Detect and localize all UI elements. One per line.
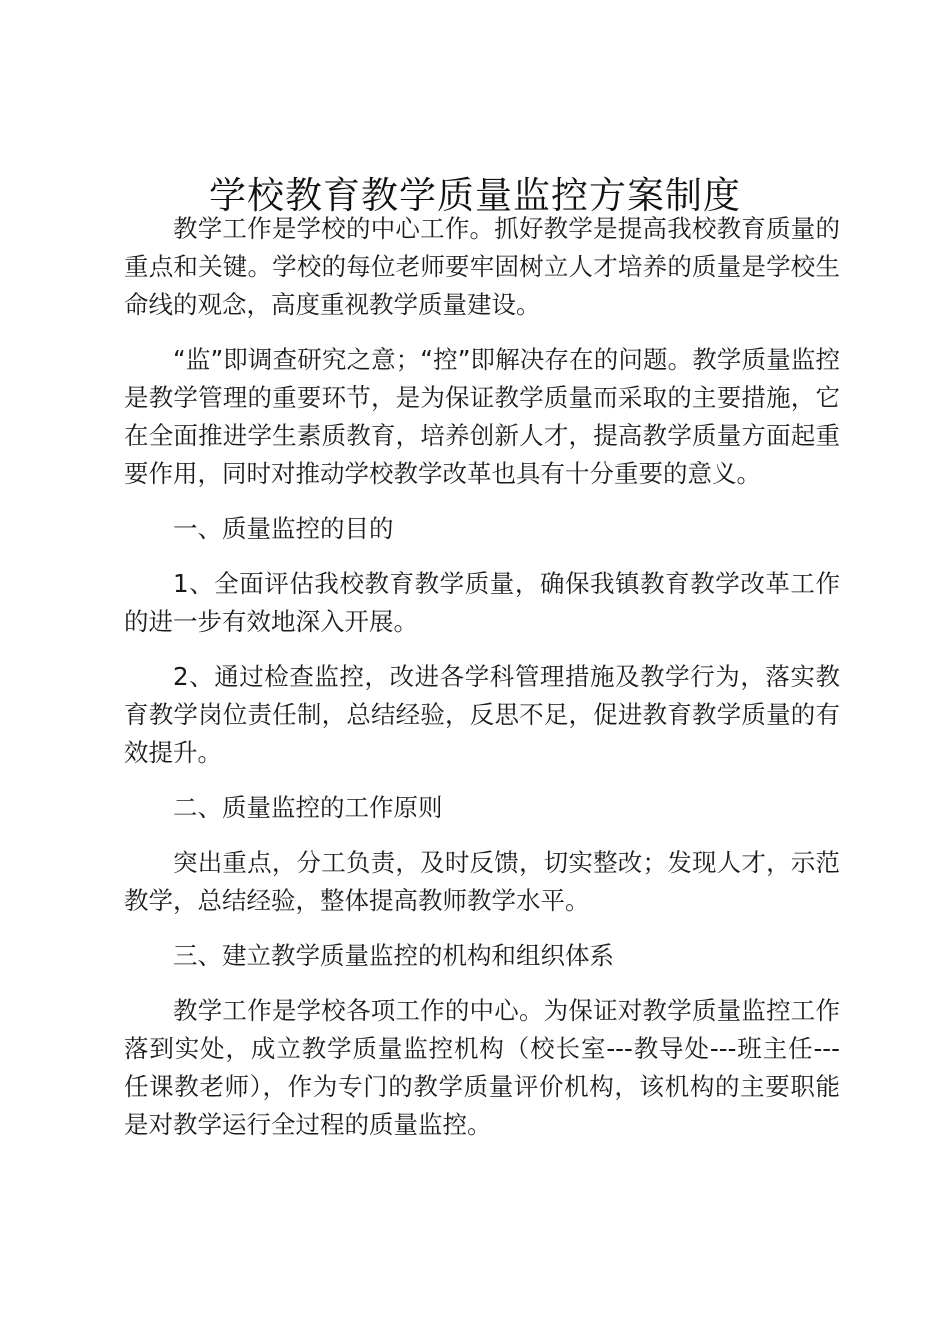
- section-heading-principles: 二、质量监控的工作原则: [173, 793, 443, 822]
- definition-paragraph: “监”即调查研究之意；“控”即解决存在的问题。教学质量监控是教学管理的重要环节，是为保证教学质量而采取的主要措施，它在全面推进学生素质教育，培养创新人才，提高教学质量方面起重要作用，同时对推动学校教学改革也具有十分重要的意义。: [124, 345, 840, 488]
- intro-paragraph: 教学工作是学校的中心工作。抓好教学是提高我校教育质量的重点和关键。学校的每位老师要牢固树立人才培养的质量是学校生命线的观念，高度重视教学质量建设。: [124, 214, 840, 319]
- purpose-item-2: 2、通过检查监控，改进各学科管理措施及教学行为，落实教育教学岗位责任制，总结经验，反思不足，促进教育教学质量的有效提升。: [124, 662, 840, 767]
- organization-paragraph: 教学工作是学校各项工作的中心。为保证对教学质量监控工作落到实处，成立教学质量监控机构（校长室---教导处---班主任---任课教老师），作为专门的教学质量评价机构，该机构的主要职能是对教学运行全过程的质量监控。: [124, 996, 840, 1139]
- section-heading-organization: 三、建立教学质量监控的机构和组织体系: [173, 941, 614, 970]
- document-title: 学校教育教学质量监控方案制度: [209, 173, 741, 217]
- section-heading-purpose: 一、质量监控的目的: [173, 514, 394, 543]
- principles-paragraph: 突出重点，分工负责，及时反馈，切实整改；发现人才，示范教学，总结经验，整体提高教师教学水平。: [124, 848, 840, 915]
- purpose-item-1: 1、全面评估我校教育教学质量，确保我镇教育教学改革工作的进一步有效地深入开展。: [124, 569, 840, 636]
- document-body: [124, 210, 840, 1161]
